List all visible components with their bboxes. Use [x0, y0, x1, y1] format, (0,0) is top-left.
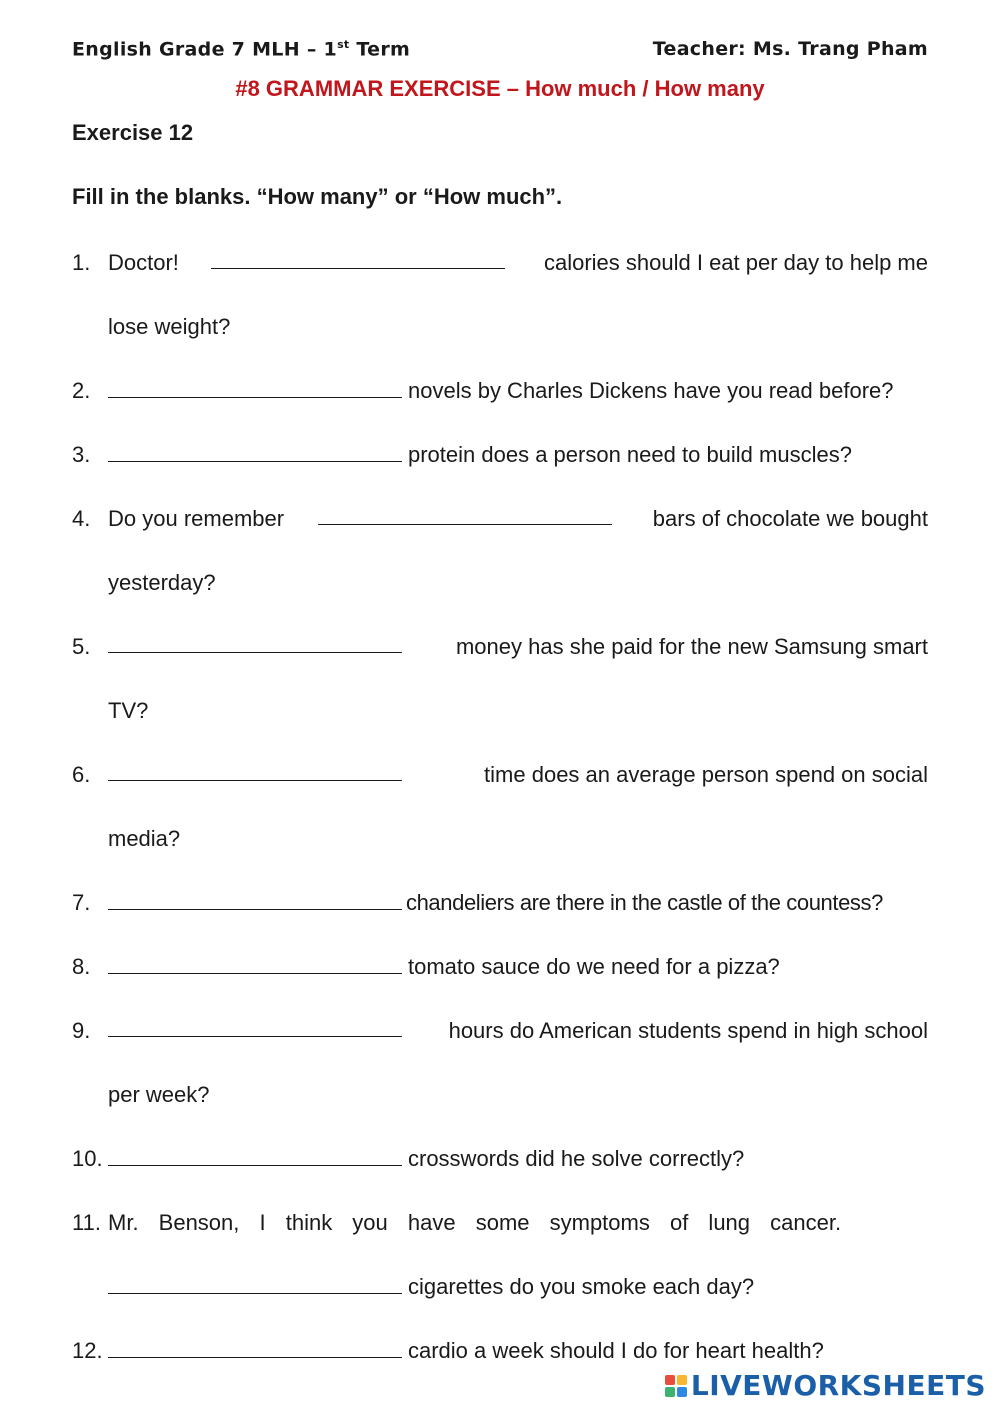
- answer-blank[interactable]: [108, 1275, 402, 1294]
- question-line: [108, 1338, 928, 1364]
- question-text: bars of chocolate we bought: [652, 506, 928, 531]
- answer-blank[interactable]: [108, 443, 402, 462]
- question-line: [108, 634, 928, 660]
- question-line: [108, 890, 928, 916]
- question-text: Doctor!: [108, 250, 179, 275]
- header-teacher: Teacher: Ms. Trang Pham: [652, 38, 928, 60]
- page-title: #8 GRAMMAR EXERCISE – How much / How many: [235, 76, 765, 101]
- question-line: [108, 506, 928, 532]
- question-line: [108, 378, 928, 404]
- answer-blank[interactable]: [108, 1147, 402, 1166]
- question-number: 11.: [72, 1210, 101, 1235]
- answer-blank[interactable]: [108, 634, 402, 653]
- question-number: 3.: [72, 442, 91, 467]
- question-number: 2.: [72, 378, 91, 403]
- question-line: [108, 442, 928, 468]
- question-text: cardio a week should I do for heart health?: [408, 1338, 824, 1363]
- question-number: 5.: [72, 634, 91, 659]
- header-course: English Grade 7 MLH – 1st Term: [72, 38, 411, 61]
- answer-blank[interactable]: [108, 955, 402, 974]
- question-line: [108, 250, 928, 276]
- logo-text: LIVEWORKSHEETS: [690, 1369, 986, 1402]
- question-continuation: yesterday?: [108, 570, 216, 595]
- question-text: Do you remember: [108, 506, 285, 531]
- question-text: money has she paid for the new Samsung smart: [455, 634, 928, 659]
- question-number: 6.: [72, 762, 91, 787]
- question-line: [108, 1274, 928, 1300]
- answer-blank[interactable]: [318, 506, 612, 525]
- instruction: Fill in the blanks. “How many” or “How much”.: [72, 184, 563, 209]
- question-continuation: lose weight?: [108, 314, 231, 339]
- exercise-label: Exercise 12: [72, 120, 194, 145]
- question-continuation: media?: [108, 826, 181, 851]
- question-line: [108, 1146, 928, 1172]
- answer-blank[interactable]: [108, 762, 402, 781]
- question-text: novels by Charles Dickens have you read before?: [408, 378, 894, 403]
- question-text: cigarettes do you smoke each day?: [408, 1274, 755, 1299]
- question-number: 8.: [72, 954, 91, 979]
- question-text: chandeliers are there in the castle of the countess?: [406, 890, 883, 915]
- question-number: 7.: [72, 890, 91, 915]
- question-number: 9.: [72, 1018, 91, 1043]
- question-text: hours do American students spend in high school: [448, 1018, 928, 1043]
- question-line: [108, 762, 928, 788]
- question-continuation: TV?: [108, 698, 149, 723]
- question-number: 10.: [72, 1146, 103, 1171]
- question-line: [108, 954, 928, 980]
- question-number: 12.: [72, 1338, 103, 1363]
- question-text: tomato sauce do we need for a pizza?: [408, 954, 780, 979]
- question-lead: Mr. Benson, I think you have some symptoms of lung cancer.: [108, 1210, 842, 1235]
- answer-blank[interactable]: [108, 1018, 402, 1037]
- answer-blank[interactable]: [108, 891, 402, 910]
- question-text: calories should I eat per day to help me: [543, 250, 928, 275]
- question-line: [108, 1018, 928, 1044]
- answer-blank[interactable]: [211, 250, 505, 269]
- question-text: protein does a person need to build muscles?: [408, 442, 852, 467]
- answer-blank[interactable]: [108, 379, 402, 398]
- question-number: 4.: [72, 506, 91, 531]
- answer-blank[interactable]: [108, 1339, 402, 1358]
- liveworksheets-logo[interactable]: [665, 1369, 986, 1402]
- question-continuation: per week?: [108, 1082, 210, 1107]
- logo-grid-icon: [665, 1375, 687, 1397]
- question-text: crosswords did he solve correctly?: [408, 1146, 745, 1171]
- question-text: time does an average person spend on social: [484, 762, 928, 787]
- question-number: 1.: [72, 250, 91, 275]
